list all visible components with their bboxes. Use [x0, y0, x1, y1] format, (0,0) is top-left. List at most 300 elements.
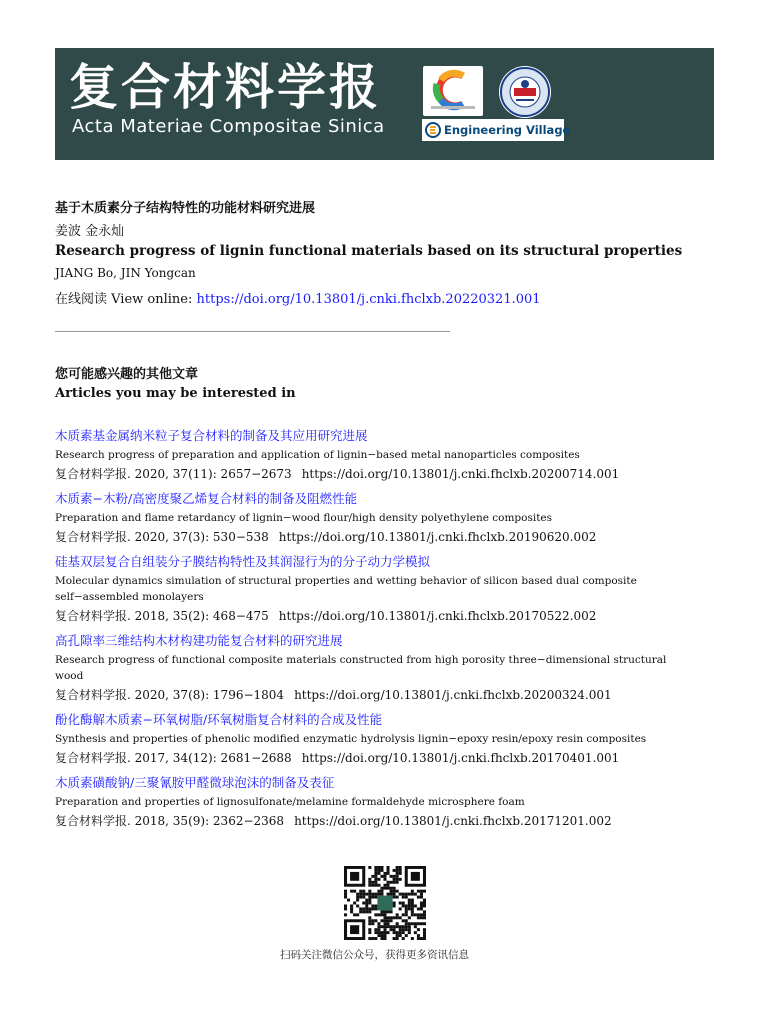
qr-module [423, 928, 426, 931]
qr-module [414, 922, 417, 925]
qr-module [423, 934, 426, 937]
qr-module [371, 907, 374, 910]
qr-module [393, 902, 396, 905]
qr-module [362, 907, 365, 910]
qr-module [405, 922, 408, 925]
article-doi-link[interactable]: https://doi.org/10.13801/j.cnki.fhclxb.20171201.002 [294, 814, 612, 828]
list-item [55, 490, 715, 546]
view-online-line [55, 288, 541, 307]
qr-module [408, 907, 411, 910]
qr-module [387, 893, 390, 896]
qr-module [383, 884, 386, 887]
qr-module [405, 893, 408, 896]
qr-module [368, 881, 371, 884]
qr-module [393, 937, 396, 940]
qr-module [399, 934, 402, 937]
qr-module [377, 869, 380, 872]
qr-module [405, 913, 408, 916]
qr-module [350, 910, 353, 913]
qr-module [396, 916, 399, 919]
citation-text: 复合材料学报. 2020, 37(11): 2657−2673 [55, 467, 292, 481]
qr-module [377, 893, 380, 896]
article-citation [55, 529, 715, 546]
qr-module [368, 922, 371, 925]
qr-module [383, 887, 386, 890]
qr-module [377, 922, 380, 925]
qr-module [402, 896, 405, 899]
qr-module [377, 934, 380, 937]
qr-module [396, 881, 399, 884]
qr-module [371, 875, 374, 878]
qr-module [420, 896, 423, 899]
qr-module [405, 904, 408, 907]
related-articles-list [55, 427, 715, 837]
qr-module [368, 866, 371, 869]
qr-module [383, 922, 386, 925]
qr-finder [411, 872, 420, 881]
article-title-en: Molecular dynamics simulation of structural properties and wetting behavior of silicon based dual composite self−assembled monolayers [55, 575, 637, 603]
qr-module [423, 931, 426, 934]
list-item [55, 632, 715, 704]
qr-module [353, 890, 356, 893]
qr-module [387, 931, 390, 934]
qr-module [387, 869, 390, 872]
qr-module [356, 913, 359, 916]
qr-module [405, 910, 408, 913]
qr-module [359, 910, 362, 913]
qr-module [423, 913, 426, 916]
qr-module [380, 893, 383, 896]
qr-module [387, 884, 390, 887]
qr-module [383, 934, 386, 937]
qr-module [408, 922, 411, 925]
qr-module [368, 893, 371, 896]
qr-module [411, 904, 414, 907]
qr-module [344, 893, 347, 896]
qr-module [393, 904, 396, 907]
qr-module [393, 893, 396, 896]
qr-module [396, 934, 399, 937]
qr-module [380, 934, 383, 937]
qr-module [374, 919, 377, 922]
qr-module [390, 893, 393, 896]
interested-heading-cn: 您可能感兴趣的其他文章 [55, 367, 199, 382]
citation-text: 复合材料学报. 2018, 35(9): 2362−2368 [55, 814, 285, 828]
qr-module [405, 925, 408, 928]
qr-module [408, 931, 411, 934]
journal-title-cn: 复合材料学报 [69, 59, 382, 116]
qr-module [420, 922, 423, 925]
article-title-en: Research progress of functional composite materials constructed from high porosity three−dimensional structural wood [55, 654, 667, 682]
qr-module [380, 919, 383, 922]
interested-heading-en: Articles you may be interested in [55, 386, 296, 401]
qr-caption: 扫码关注微信公众号，获得更多资讯信息 [280, 949, 469, 961]
qr-module [380, 913, 383, 916]
qr-module [368, 937, 371, 940]
qr-module [359, 896, 362, 899]
qr-finder [350, 925, 359, 934]
qr-module [408, 925, 411, 928]
article-citation [55, 466, 715, 483]
qr-module [371, 896, 374, 899]
qr-module [393, 878, 396, 881]
qr-module [396, 896, 399, 899]
article-title-link[interactable]: 酚化酶解木质素−环氧树脂/环氧树脂复合材料的合成及性能 [55, 712, 383, 727]
qr-module [387, 887, 390, 890]
qr-module [414, 931, 417, 934]
qr-module [405, 934, 408, 937]
qr-module [383, 928, 386, 931]
qr-module [368, 931, 371, 934]
qr-module [380, 910, 383, 913]
qr-module [368, 910, 371, 913]
qr-module [411, 922, 414, 925]
qr-module [408, 904, 411, 907]
qr-module [374, 907, 377, 910]
qr-module [380, 875, 383, 878]
article-doi-link[interactable]: https://doi.org/10.13801/j.cnki.fhclxb.20190620.002 [278, 530, 597, 544]
qr-module [402, 919, 405, 922]
qr-module [387, 925, 390, 928]
qr-module [377, 872, 380, 875]
qr-module [402, 931, 405, 934]
qr-module [374, 896, 377, 899]
qr-module [402, 937, 405, 940]
qr-module [402, 893, 405, 896]
qr-module [353, 913, 356, 916]
qr-module [377, 925, 380, 928]
qr-module [393, 869, 396, 872]
qr-module [396, 925, 399, 928]
list-item [55, 711, 715, 767]
qr-module [423, 922, 426, 925]
citation-text: 复合材料学报. 2017, 34(12): 2681−2688 [55, 751, 292, 765]
qr-module [344, 896, 347, 899]
article-title-en: Preparation and properties of lignosulfonate/melamine formaldehyde microsphere foam [55, 796, 525, 808]
qr-module [380, 931, 383, 934]
qr-module [390, 890, 393, 893]
qr-module [390, 875, 393, 878]
qr-module [399, 907, 402, 910]
qr-code-icon [344, 866, 426, 940]
qr-module [402, 913, 405, 916]
qr-module [399, 878, 402, 881]
qr-module [411, 907, 414, 910]
qr-module [374, 893, 377, 896]
qr-module [396, 872, 399, 875]
qr-module [423, 916, 426, 919]
qr-module [423, 890, 426, 893]
qr-module [402, 902, 405, 905]
qr-module [390, 925, 393, 928]
qr-module [399, 893, 402, 896]
qr-module [408, 902, 411, 905]
qr-module [356, 904, 359, 907]
qr-module [399, 872, 402, 875]
qr-module [408, 893, 411, 896]
qr-module [374, 931, 377, 934]
qr-module [393, 925, 396, 928]
qr-module [417, 928, 420, 931]
qr-module [414, 893, 417, 896]
qr-module [399, 916, 402, 919]
qr-module [387, 881, 390, 884]
article-title-link[interactable]: 硅基双层复合自组装分子膜结构特性及其润湿行为的分子动力学模拟 [55, 554, 431, 569]
qr-module [365, 907, 368, 910]
qr-module [420, 907, 423, 910]
qr-module [374, 872, 377, 875]
qr-module [390, 887, 393, 890]
article-title-link[interactable]: 高孔隙率三维结构木材构建功能复合材料的研究进展 [55, 633, 343, 648]
qr-module [417, 937, 420, 940]
article-doi-link[interactable]: https://doi.org/10.13801/j.cnki.fhclxb.20200714.001 [301, 467, 620, 481]
qr-module [374, 937, 377, 940]
qr-module [423, 937, 426, 940]
qr-module [393, 896, 396, 899]
qr-module [371, 904, 374, 907]
qr-module [396, 922, 399, 925]
qr-module [362, 893, 365, 896]
qr-module [411, 937, 414, 940]
engineering-village-label: Engineering Village [444, 123, 571, 137]
qr-module [380, 887, 383, 890]
qr-module [368, 919, 371, 922]
qr-module [399, 928, 402, 931]
qr-module [377, 866, 380, 869]
qr-module [387, 919, 390, 922]
article-title-link[interactable]: 木质素基金属纳米粒子复合材料的制备及其应用研究进展 [55, 428, 368, 443]
qr-module [374, 904, 377, 907]
qr-module [374, 875, 377, 878]
qr-module [359, 893, 362, 896]
qr-module [368, 878, 371, 881]
qr-module [368, 902, 371, 905]
qr-module [356, 896, 359, 899]
qr-module [393, 875, 396, 878]
qr-finder [350, 872, 359, 881]
qr-module [356, 899, 359, 902]
qr-module [374, 913, 377, 916]
article-citation [55, 813, 715, 830]
qr-module [383, 916, 386, 919]
qr-module [411, 910, 414, 913]
qr-module [393, 928, 396, 931]
qr-module [405, 907, 408, 910]
qr-module [365, 893, 368, 896]
qr-module [371, 893, 374, 896]
qr-module [420, 916, 423, 919]
qr-module [383, 913, 386, 916]
qr-module [374, 866, 377, 869]
article-title-link[interactable]: 木质素−木粉/高密度聚乙烯复合材料的制备及阻燃性能 [55, 491, 358, 506]
qr-module [380, 890, 383, 893]
society-seal-icon [497, 64, 553, 120]
article-citation [55, 687, 715, 704]
qr-module [359, 907, 362, 910]
qr-module [353, 902, 356, 905]
qr-module [396, 866, 399, 869]
article-doi-link[interactable]: https://doi.org/10.13801/j.cnki.fhclxb.20170401.001 [301, 751, 620, 765]
qr-module [383, 872, 386, 875]
qr-module [380, 925, 383, 928]
qr-module [374, 928, 377, 931]
article-doi-link[interactable]: https://doi.org/10.13801/j.cnki.fhclxb.20200324.001 [294, 688, 612, 702]
qr-module [380, 869, 383, 872]
qr-module [362, 896, 365, 899]
qr-module [350, 907, 353, 910]
qr-module [417, 896, 420, 899]
qr-center-logo [377, 896, 392, 911]
qr-module [396, 869, 399, 872]
qr-module [399, 931, 402, 934]
qr-module [411, 913, 414, 916]
qr-module [390, 928, 393, 931]
paper-title-en: Research progress of lignin functional materials based on its structural properties [55, 243, 683, 259]
qr-module [383, 925, 386, 928]
qr-module [368, 896, 371, 899]
article-citation [55, 750, 715, 767]
qr-module [417, 890, 420, 893]
qr-module [383, 875, 386, 878]
qr-module [362, 890, 365, 893]
qr-module [374, 881, 377, 884]
qr-module [393, 916, 396, 919]
qr-module [414, 925, 417, 928]
qr-module [396, 890, 399, 893]
qr-module [399, 902, 402, 905]
qr-module [408, 916, 411, 919]
journal-banner [55, 48, 714, 160]
qr-module [371, 884, 374, 887]
qr-module [387, 872, 390, 875]
qr-module [402, 925, 405, 928]
qr-module [423, 899, 426, 902]
qr-module [411, 893, 414, 896]
qr-module [399, 866, 402, 869]
engineering-village-icon [425, 122, 441, 138]
qr-module [387, 916, 390, 919]
qr-module [383, 937, 386, 940]
qr-module [365, 899, 368, 902]
qr-module [368, 928, 371, 931]
qr-module [377, 890, 380, 893]
qr-module [393, 931, 396, 934]
qr-module [390, 910, 393, 913]
qr-module [408, 928, 411, 931]
qr-module [374, 884, 377, 887]
qr-module [387, 866, 390, 869]
qr-module [383, 910, 386, 913]
qr-module [420, 902, 423, 905]
qr-module [408, 899, 411, 902]
qr-module [377, 878, 380, 881]
qr-module [371, 937, 374, 940]
qr-module [374, 869, 377, 872]
journal-title-en: Acta Materiae Compositae Sinica [72, 116, 385, 137]
paper-title-cn: 基于木质素分子结构特性的功能材料研究进展 [55, 201, 316, 216]
qr-module [371, 919, 374, 922]
qr-module [344, 890, 347, 893]
qr-module [344, 913, 347, 916]
cnki-logo-icon [423, 66, 483, 116]
qr-module [350, 890, 353, 893]
list-item [55, 553, 715, 625]
qr-module [402, 904, 405, 907]
qr-module [393, 887, 396, 890]
qr-module [396, 937, 399, 940]
qr-module [390, 916, 393, 919]
qr-module [420, 893, 423, 896]
qr-module [362, 902, 365, 905]
qr-module [356, 893, 359, 896]
paper-authors-cn: 姜波 金永灿 [55, 224, 125, 239]
qr-module [383, 931, 386, 934]
article-title-en: Research progress of preparation and application of lignin−based metal nanoparticles composites [55, 449, 580, 461]
engineering-village-logo [422, 119, 571, 141]
qr-module [383, 919, 386, 922]
qr-module [399, 869, 402, 872]
qr-module [359, 890, 362, 893]
qr-module [387, 922, 390, 925]
qr-module [390, 881, 393, 884]
qr-module [423, 904, 426, 907]
qr-module [414, 913, 417, 916]
qr-module [405, 896, 408, 899]
qr-module [365, 904, 368, 907]
qr-module [423, 910, 426, 913]
article-citation [55, 608, 715, 625]
qr-module [368, 907, 371, 910]
qr-module [396, 875, 399, 878]
qr-module [387, 910, 390, 913]
qr-module [390, 919, 393, 922]
qr-module [402, 928, 405, 931]
qr-module [420, 937, 423, 940]
qr-module [420, 904, 423, 907]
qr-module [405, 928, 408, 931]
qr-module [368, 884, 371, 887]
qr-module [417, 913, 420, 916]
qr-module [380, 866, 383, 869]
qr-module [344, 904, 347, 907]
view-online-label: 在线阅读 View online: [55, 292, 197, 307]
qr-module [344, 907, 347, 910]
qr-module [380, 937, 383, 940]
qr-module [414, 904, 417, 907]
list-item [55, 427, 715, 483]
qr-module [377, 931, 380, 934]
article-title-en: Synthesis and properties of phenolic modified enzymatic hydrolysis lignin−epoxy resin/epoxy resin composites [55, 733, 647, 745]
qr-module [347, 899, 350, 902]
citation-text: 复合材料学报. 2018, 35(2): 468−475 [55, 609, 269, 623]
qr-module [365, 910, 368, 913]
article-title-link[interactable]: 木质素磺酸钠/三聚氰胺甲醛微球泡沫的制备及表征 [55, 775, 335, 790]
qr-module [396, 931, 399, 934]
qr-module [420, 913, 423, 916]
qr-module [423, 902, 426, 905]
qr-module [405, 919, 408, 922]
qr-module [411, 902, 414, 905]
qr-module [371, 922, 374, 925]
qr-module [368, 890, 371, 893]
qr-module [417, 934, 420, 937]
qr-module [377, 913, 380, 916]
qr-module [420, 890, 423, 893]
citation-text: 复合材料学报. 2020, 37(8): 1796−1804 [55, 688, 285, 702]
qr-module [393, 890, 396, 893]
view-online-link[interactable]: https://doi.org/10.13801/j.cnki.fhclxb.20220321.001 [196, 292, 541, 307]
article-doi-link[interactable]: https://doi.org/10.13801/j.cnki.fhclxb.20170522.002 [278, 609, 597, 623]
